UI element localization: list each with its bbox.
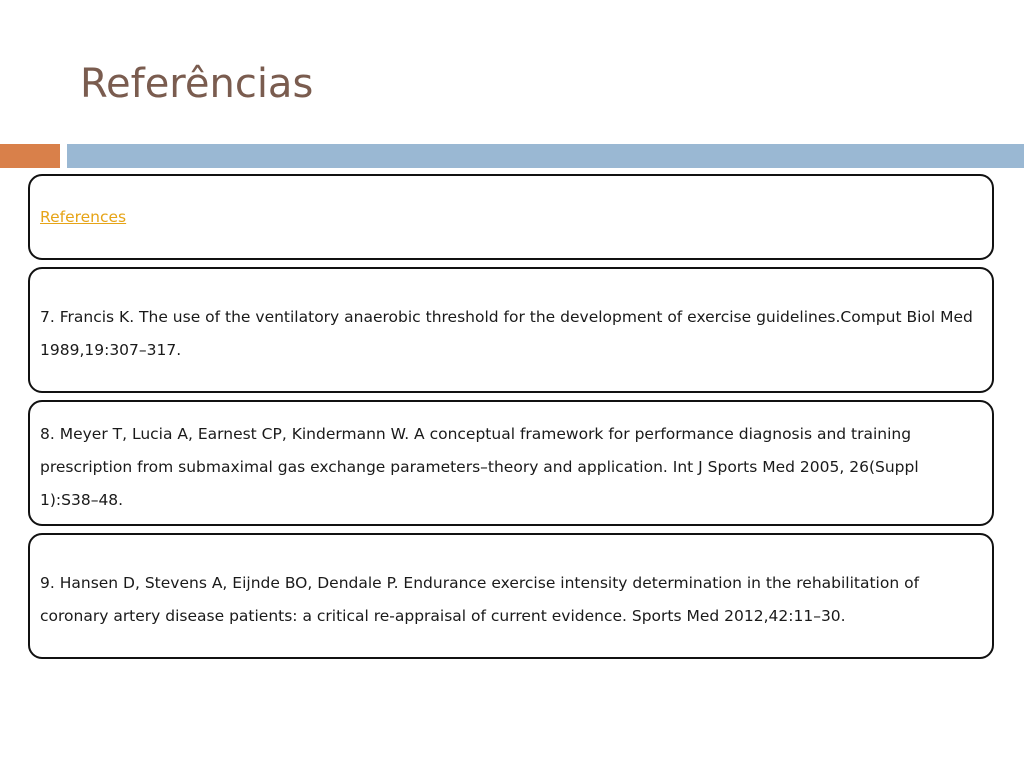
slide-title: Referências xyxy=(80,61,314,107)
reference-text-7: 7. Francis K. The use of the ventilatory anaerobic threshold for the development of exercise guidelines.Comput Biol Med 1989,19:307–317. xyxy=(40,308,973,359)
reference-box-9 xyxy=(28,533,994,659)
reference-box-7 xyxy=(28,267,994,393)
references-header-box xyxy=(28,174,994,260)
reference-text-9: 9. Hansen D, Stevens A, Eijnde BO, Dendale P. Endurance exercise intensity determination in the rehabilitation of coronary artery disease patients: a critical re-appraisal of current evidence. Sports Med 2012,42:11–30. xyxy=(40,574,920,625)
reference-box-8 xyxy=(28,400,994,526)
accent-bar-blue xyxy=(67,144,1024,168)
accent-bar-orange xyxy=(0,144,60,168)
references-link[interactable]: References xyxy=(40,207,127,226)
reference-text-8: 8. Meyer T, Lucia A, Earnest CP, Kindermann W. A conceptual framework for performance diagnosis and training prescription from submaximal gas exchange parameters–theory and application. Int J Sports Med 2005, 26(Suppl 1):S38–48. xyxy=(40,425,919,509)
